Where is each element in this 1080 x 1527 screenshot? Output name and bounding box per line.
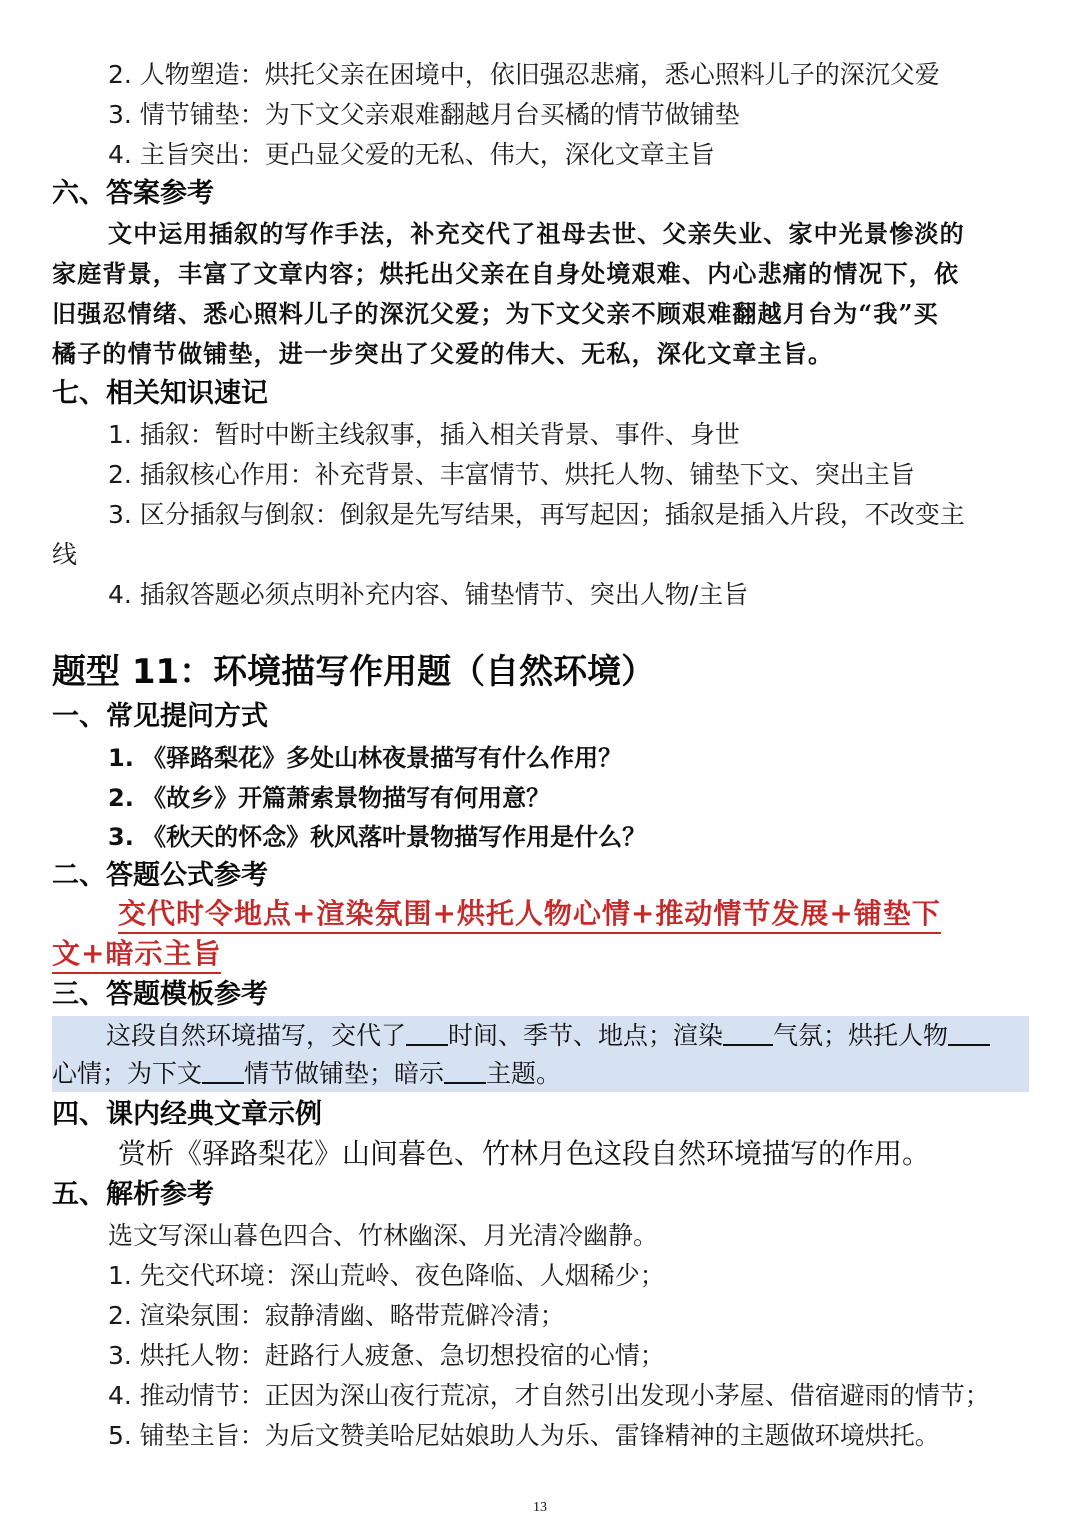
fill-blank	[406, 1020, 448, 1046]
question-item: 2. 《故乡》开篇萧索景物描写有何用意？	[108, 784, 551, 812]
template-text: 时间、季节、地点；渲染	[448, 1021, 724, 1050]
fill-blank	[723, 1020, 773, 1046]
fill-blank	[948, 1020, 990, 1046]
template-text: 气氛；烘托人物	[773, 1021, 949, 1050]
formula-line	[118, 894, 1080, 934]
list-item: 3. 区分插叙与倒叙：倒叙是先写结果，再写起因；插叙是插入片段，不改变主	[108, 500, 965, 529]
template-text: 情节做铺垫；暗示	[244, 1059, 445, 1088]
formula-text: 文+暗示主旨	[52, 937, 221, 974]
page-title: 题型 11：环境描写作用题（自然环境）	[52, 652, 656, 692]
template-line	[52, 1055, 1032, 1093]
analysis-item: 5. 铺垫主旨：为后文赞美哈尼姑娘助人为乐、雷锋精神的主题做环境烘托。	[108, 1421, 940, 1450]
answer-paragraph-line: 家庭背景，丰富了文章内容；烘托出父亲在自身处境艰难、内心悲痛的情况下，依	[52, 259, 960, 288]
section-heading-formula: 二、答题公式参考	[52, 860, 268, 891]
formula-text: 交代时令地点+渲染氛围+烘托人物心情+推动情节发展+铺垫下	[118, 897, 941, 934]
list-item: 3. 情节铺垫：为下文父亲艰难翻越月台买橘的情节做铺垫	[108, 100, 740, 129]
template-text: 这段自然环境描写，交代了	[106, 1021, 407, 1050]
fill-blank	[444, 1058, 486, 1084]
list-item: 2. 人物塑造：烘托父亲在困境中，依旧强忍悲痛，悉心照料儿子的深沉父爱	[108, 60, 940, 89]
section-heading-analysis: 五、解析参考	[52, 1179, 214, 1210]
analysis-item: 4. 推动情节：正因为深山夜行荒凉，才自然引出发现小茅屋、借宿避雨的情节；	[108, 1381, 990, 1410]
section-heading-answer: 六、答案参考	[52, 178, 214, 209]
section-heading-questions: 一、常见提问方式	[52, 701, 268, 732]
list-item: 1. 插叙：暂时中断主线叙事，插入相关背景、事件、身世	[108, 420, 740, 449]
page-number: 13	[533, 1500, 547, 1515]
answer-paragraph-line: 旧强忍情绪、悉心照料儿子的深沉父爱；为下文父亲不顾艰难翻越月台为“我”买	[52, 299, 939, 328]
list-item: 2. 插叙核心作用：补充背景、丰富情节、烘托人物、铺垫下文、突出主旨	[108, 460, 915, 489]
template-text: 主题。	[486, 1059, 562, 1088]
section-heading-template: 三、答题模板参考	[52, 979, 268, 1010]
analysis-intro: 选文写深山暮色四合、竹林幽深、月光清冷幽静。	[108, 1221, 659, 1250]
answer-paragraph-line: 文中运用插叙的写作手法，补充交代了祖母去世、父亲失业、家中光景惨淡的	[108, 219, 965, 248]
list-item: 4. 主旨突出：更凸显父爱的无私、伟大，深化文章主旨	[108, 140, 715, 169]
list-item: 4. 插叙答题必须点明补充内容、铺垫情节、突出人物/主旨	[108, 580, 749, 609]
formula-line	[52, 934, 1032, 974]
example-prompt: 赏析《驿路梨花》山间暮色、竹林月色这段自然环境描写的作用。	[118, 1137, 931, 1170]
list-item-continuation: 线	[52, 540, 78, 569]
section-heading-example: 四、课内经典文章示例	[52, 1099, 322, 1130]
answer-paragraph-line: 橘子的情节做铺垫，进一步突出了父爱的伟大、无私，深化文章主旨。	[52, 339, 834, 368]
section-heading-knowledge: 七、相关知识速记	[52, 378, 268, 409]
analysis-item: 3. 烘托人物：赶路行人疲惫、急切想投宿的心情；	[108, 1341, 665, 1370]
template-line	[106, 1017, 1080, 1055]
question-item: 3. 《秋天的怀念》秋风落叶景物描写作用是什么？	[108, 823, 647, 851]
analysis-item: 2. 渲染氛围：寂静清幽、略带荒僻冷清；	[108, 1301, 565, 1330]
fill-blank	[202, 1058, 244, 1084]
template-text: 心情；为下文	[52, 1059, 203, 1088]
question-item: 1. 《驿路梨花》多处山林夜景描写有什么作用？	[108, 744, 623, 772]
analysis-item: 1. 先交代环境：深山荒岭、夜色降临、人烟稀少；	[108, 1261, 665, 1290]
